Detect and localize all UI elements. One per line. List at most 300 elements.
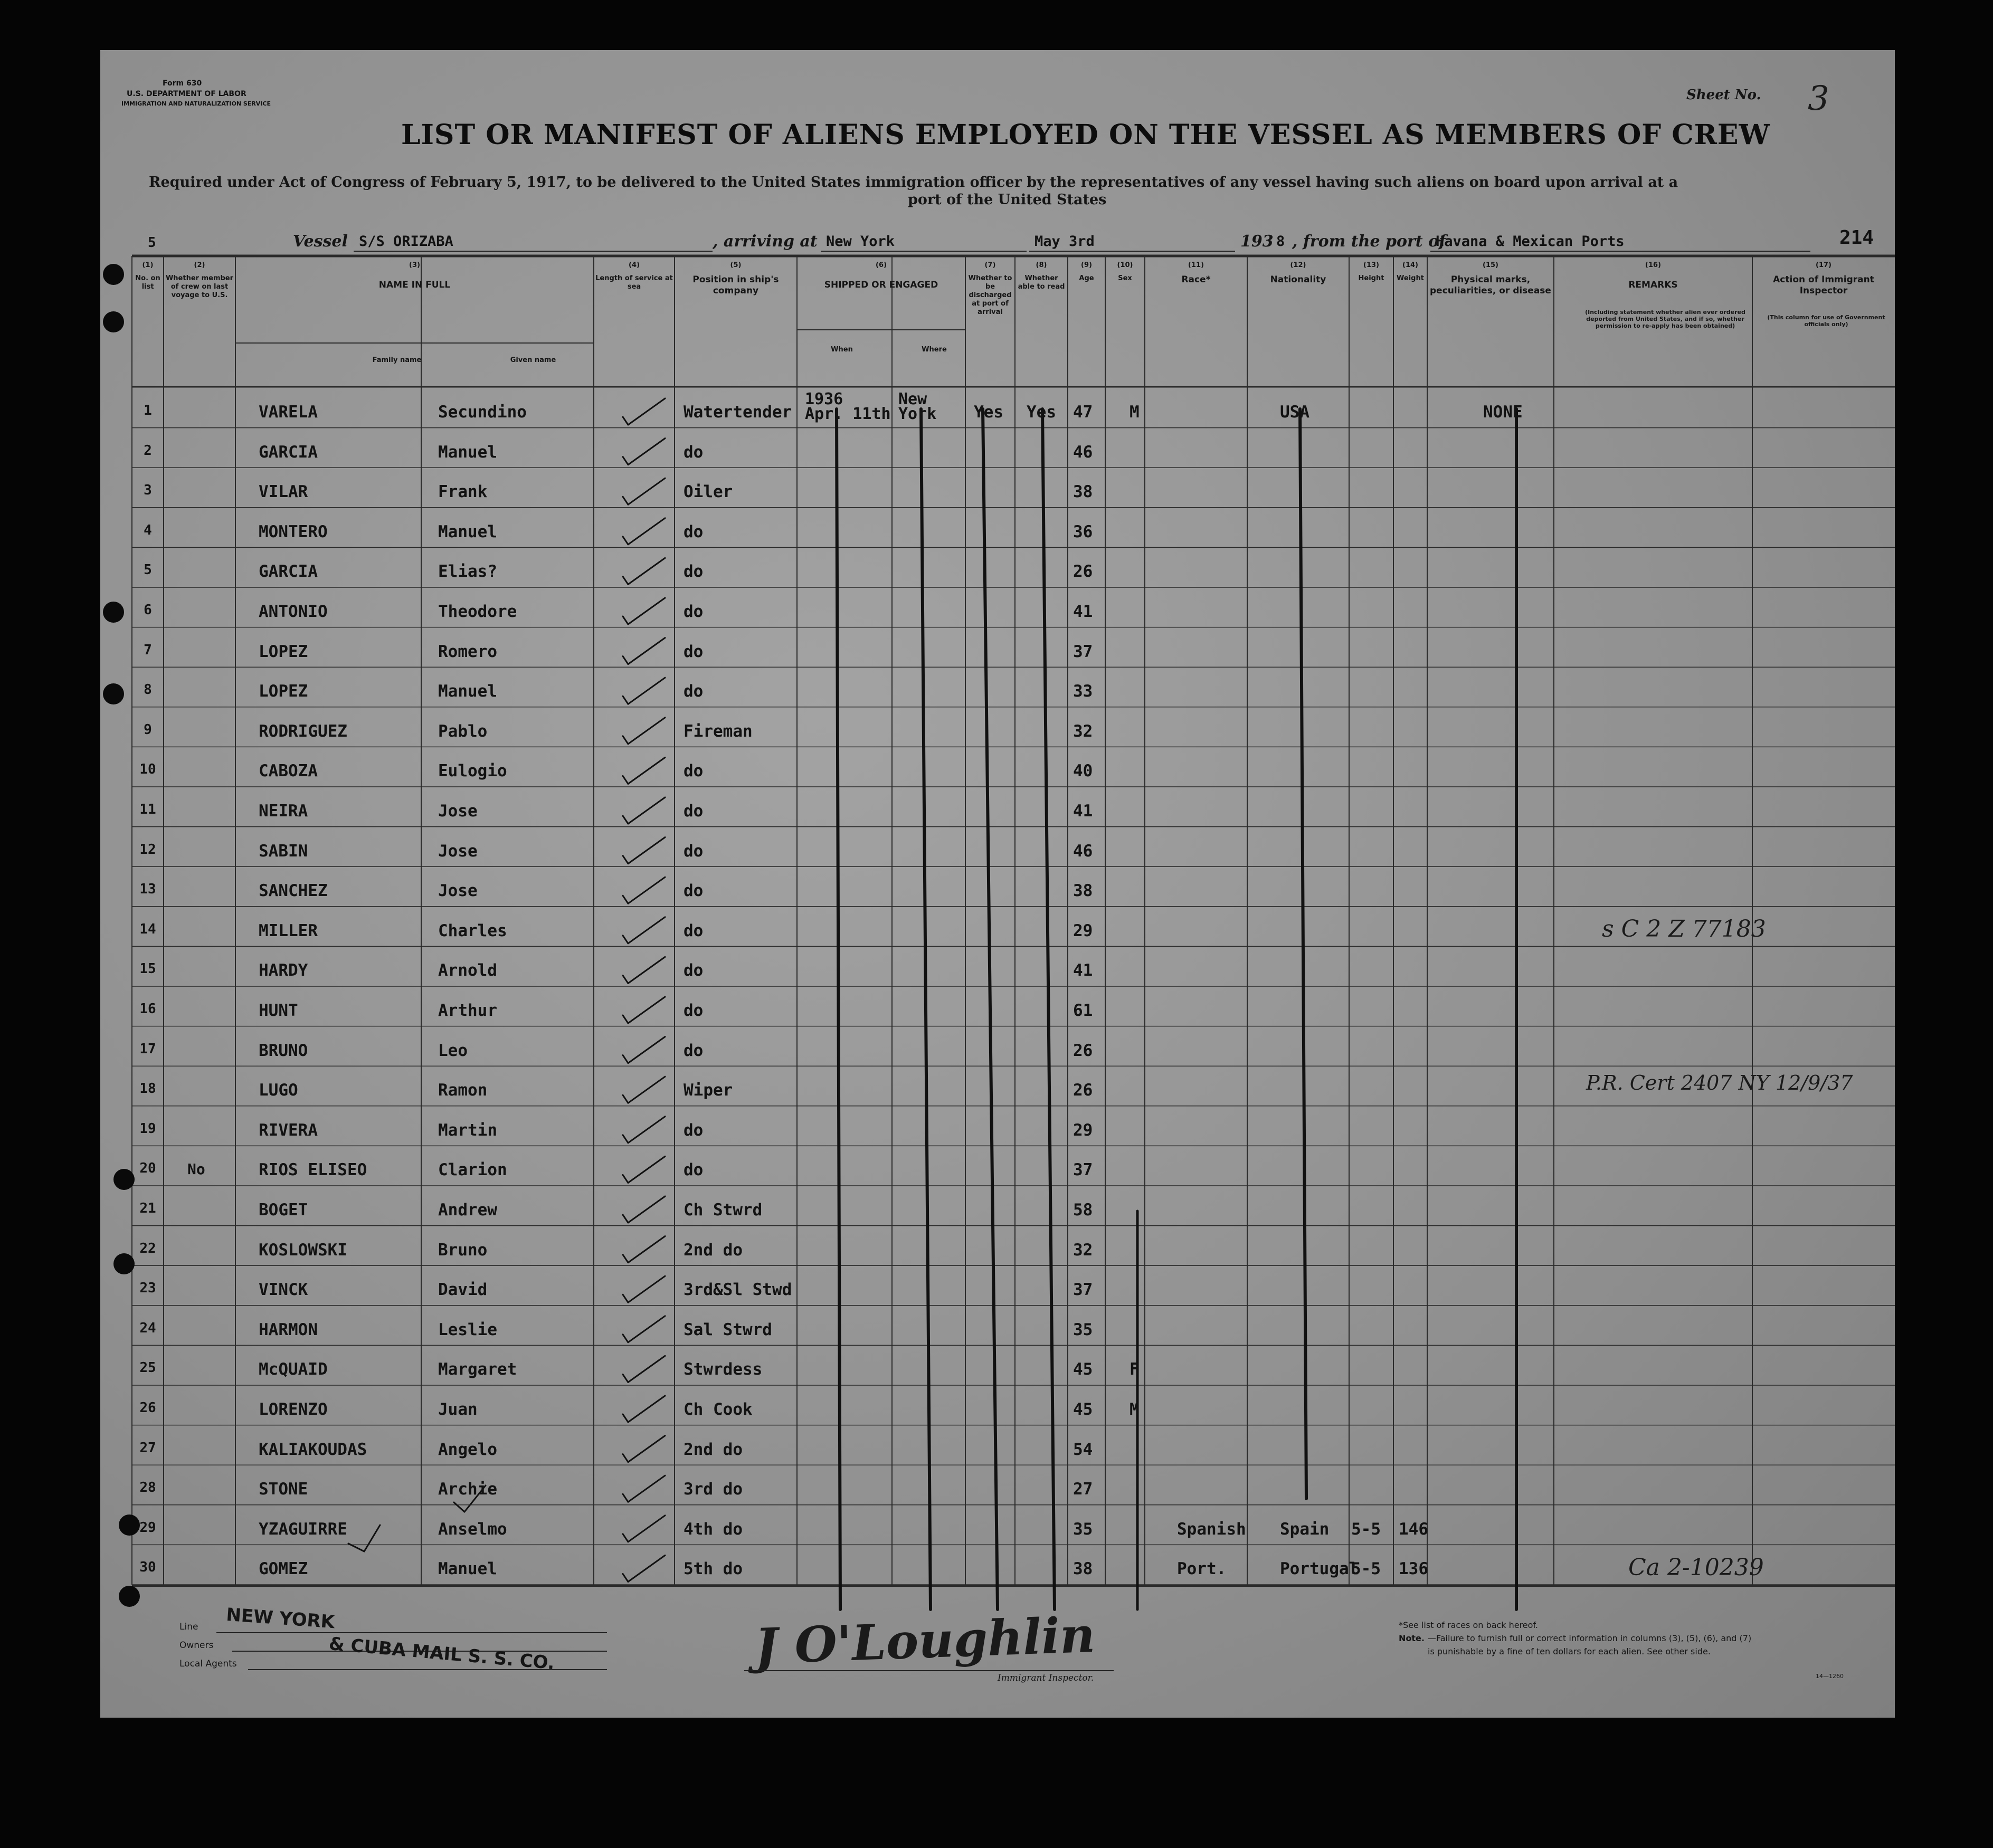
punch-hole [103, 683, 124, 704]
age: 46 [1073, 442, 1093, 462]
weight: 136 [1399, 1559, 1428, 1579]
given-name: Bruno [438, 1240, 488, 1260]
vessel-name: S/S ORIZABA [359, 233, 453, 250]
position: do [684, 602, 704, 621]
action-note: (This column for use of Government officials only) [1767, 314, 1885, 328]
race: Spanish [1177, 1519, 1246, 1539]
family-name: CABOZA [259, 761, 318, 781]
check-mark [623, 1414, 628, 1422]
column-number: (4) [629, 261, 640, 269]
column-header: NAME IN FULL [378, 280, 451, 290]
column-number: (13) [1363, 261, 1379, 269]
row-number: 29 [139, 1519, 156, 1536]
age: 41 [1073, 602, 1093, 621]
column-header: Physical marks, peculiarities, or disease [1430, 274, 1551, 296]
age: 32 [1073, 721, 1093, 741]
ditto-line [1300, 409, 1306, 1499]
row-number: 2 [144, 442, 152, 459]
row-number: 15 [139, 961, 156, 977]
origin-port-underline [1430, 251, 1810, 252]
note-label: Note. [1399, 1633, 1425, 1643]
check-mark [454, 1502, 464, 1512]
age: 37 [1073, 1280, 1093, 1300]
position: 3rd do [684, 1480, 743, 1499]
row-number: 11 [139, 802, 156, 817]
check-mark [628, 1196, 665, 1223]
arriving-label: , arriving at [713, 232, 818, 251]
column-header: Height [1358, 274, 1384, 282]
given-name: Charles [438, 921, 507, 940]
check-mark [623, 936, 628, 944]
given-name: Manuel [438, 682, 497, 701]
print-code: 14—1260 [1816, 1673, 1844, 1680]
column-number: (17) [1816, 261, 1831, 269]
check-mark [628, 837, 665, 864]
given-name: Clarion [438, 1160, 507, 1180]
check-mark [628, 1037, 665, 1063]
check-mark [628, 1356, 665, 1382]
family-name: MILLER [259, 921, 318, 940]
position: 2nd do [684, 1240, 743, 1260]
position: do [684, 1160, 704, 1180]
form-number: Form 630 [163, 79, 202, 88]
check-mark [628, 439, 665, 465]
given-name: Leslie [438, 1320, 497, 1339]
nationality: Portugal [1280, 1559, 1359, 1579]
column-header: Position in ship's company [692, 274, 779, 296]
family-name: KOSLOWSKI [259, 1240, 347, 1260]
family-name: NEIRA [259, 802, 308, 821]
check-mark [623, 576, 628, 584]
column-header: Action of Immigrant Inspector [1773, 274, 1874, 296]
row-number: 12 [139, 841, 156, 858]
age: 46 [1073, 841, 1093, 861]
row-number: 28 [139, 1480, 156, 1496]
shipped-when-year: 1936 [805, 390, 843, 408]
check-mark [628, 1475, 665, 1502]
row-number: 26 [139, 1400, 156, 1416]
position: Ch Cook [684, 1400, 753, 1419]
family-name: LOPEZ [259, 682, 308, 701]
position: do [684, 802, 704, 821]
family-name: GARCIA [259, 562, 318, 582]
age: 41 [1073, 961, 1093, 980]
position: Watertender [684, 403, 792, 422]
height: 5-5 [1351, 1559, 1381, 1579]
check-mark [623, 656, 628, 664]
family-name: SANCHEZ [259, 881, 328, 901]
column-header: REMARKS [1628, 280, 1678, 290]
family-name: KALIAKOUDAS [259, 1440, 367, 1459]
left-stamp: 5 [148, 235, 156, 251]
position: do [684, 961, 704, 980]
column-number: (2) [194, 261, 205, 269]
family-name: ANTONIO [259, 602, 328, 621]
race: Port. [1177, 1559, 1227, 1579]
local-agents-label: Local Agents [179, 1659, 237, 1669]
line-label: Line [179, 1622, 198, 1632]
position: 4th do [684, 1519, 743, 1539]
shipped-when-date: Apr. 11th [805, 405, 891, 423]
remarks-note: (Including statement whether alien ever ordered deported from United States, and if so, whether permission to re-apply has been obtained) [1585, 309, 1745, 329]
check-mark [623, 1574, 628, 1582]
service-label: IMMIGRATION AND NATURALIZATION SERVICE [121, 100, 271, 107]
age: 38 [1073, 1559, 1093, 1579]
position: do [684, 761, 704, 781]
position: do [684, 1041, 704, 1060]
column-number: (9) [1081, 261, 1092, 269]
age: 41 [1073, 802, 1093, 821]
row-number: 10 [139, 761, 156, 778]
given-name: Archie [438, 1480, 497, 1499]
manifest-sheet [100, 50, 1895, 1718]
age: 45 [1073, 1360, 1093, 1379]
check-mark [628, 478, 665, 504]
row-number: 23 [139, 1280, 156, 1297]
family-name: GOMEZ [259, 1559, 308, 1579]
age: 40 [1073, 761, 1093, 781]
arrival-port-underline [821, 251, 1027, 252]
family-name: LOPEZ [259, 642, 308, 661]
line-stamp-1: NEW YORK [225, 1604, 336, 1633]
age: 32 [1073, 1240, 1093, 1260]
arrival-port: New York [826, 233, 895, 250]
remark-annotation-row18: P.R. Cert 2407 NY 12/9/37 [1586, 1071, 1853, 1094]
row-number: 9 [144, 721, 152, 738]
check-mark [628, 1555, 665, 1582]
column-number: (16) [1645, 261, 1661, 269]
position: Oiler [684, 482, 733, 502]
sheet-number-label: Sheet No. [1686, 87, 1761, 103]
row-number: 22 [139, 1240, 156, 1256]
year-digit: 8 [1276, 233, 1285, 250]
family-name: MONTERO [259, 522, 328, 541]
given-name: Angelo [438, 1440, 497, 1459]
check-mark [623, 616, 628, 624]
given-name: Manuel [438, 522, 497, 541]
check-mark [628, 1077, 665, 1103]
able-to-read: Yes [1027, 403, 1056, 422]
family-name: RIOS ELISEO [259, 1160, 367, 1180]
given-name: Frank [438, 482, 488, 502]
when-header: When [831, 346, 853, 354]
column-number: (11) [1188, 261, 1204, 269]
column-header: Whether member of crew on last voyage to U.S. [165, 274, 234, 299]
age: 38 [1073, 482, 1093, 502]
ditto-line [1042, 409, 1055, 1609]
family-name: YZAGUIRRE [259, 1519, 347, 1539]
age: 54 [1073, 1440, 1093, 1459]
check-mark [628, 398, 665, 425]
check-mark [623, 1175, 628, 1183]
races-note: *See list of races on back hereof. [1399, 1620, 1538, 1630]
document-title: LIST OR MANIFEST OF ALIENS EMPLOYED ON THE VESSEL AS MEMBERS OF CREW [401, 119, 1770, 151]
family-name: LORENZO [259, 1400, 328, 1419]
punch-hole [119, 1514, 140, 1536]
given-name-header: Given name [510, 356, 556, 364]
check-mark [628, 1236, 665, 1263]
discharged: Yes [974, 403, 1003, 422]
note-text-line1: —Failure to furnish full or correct information in columns (3), (5), (6), and (7) [1428, 1633, 1752, 1643]
remark-annotation-row14: s C 2 Z 77183 [1602, 916, 1766, 942]
check-mark [628, 797, 665, 824]
position: Wiper [684, 1081, 733, 1100]
check-mark [628, 638, 665, 664]
column-number: (10) [1117, 261, 1133, 269]
check-mark [628, 1276, 665, 1302]
given-name: Secundino [438, 403, 527, 422]
age: 58 [1073, 1201, 1093, 1220]
check-mark [623, 1095, 628, 1103]
given-name: Anselmo [438, 1519, 507, 1539]
column-header: Nationality [1270, 274, 1326, 285]
family-name: RODRIGUEZ [259, 721, 347, 741]
check-mark [623, 1534, 628, 1542]
row-number: 14 [139, 921, 156, 937]
column-header: Sex [1118, 274, 1132, 282]
given-name: Manuel [438, 442, 497, 462]
age: 45 [1073, 1400, 1093, 1419]
check-mark [623, 537, 628, 545]
family-name: SABIN [259, 841, 308, 861]
line-stamp-2: & CUBA MAIL S. S. CO. [328, 1633, 556, 1674]
column-header: Whether to be discharged at port of arrival [968, 274, 1012, 316]
age: 27 [1073, 1480, 1093, 1499]
vessel-underline [354, 251, 713, 252]
row-number: 27 [139, 1440, 156, 1456]
check-mark [623, 1135, 628, 1143]
row-number: 24 [139, 1320, 156, 1336]
origin-port: Havana & Mexican Ports [1436, 233, 1625, 250]
remark-annotation-row30: Ca 2-10239 [1628, 1554, 1764, 1581]
document-subtitle-line1: Required under Act of Congress of February 5, 1917, to be delivered to the United States immigration officer by the representatives of any vessel having such aliens on board upon arrival at a [149, 174, 1678, 190]
check-mark [628, 518, 665, 545]
check-mark [623, 497, 628, 504]
family-name: GARCIA [259, 442, 318, 462]
position: do [684, 921, 704, 940]
check-mark [628, 678, 665, 704]
check-mark [628, 877, 665, 903]
nationality: Spain [1280, 1519, 1330, 1539]
check-mark [623, 1294, 628, 1302]
column-number: (8) [1036, 261, 1047, 269]
check-mark [623, 736, 628, 744]
column-number: (1) [142, 261, 154, 269]
check-mark [628, 757, 665, 784]
age: 38 [1073, 881, 1093, 901]
age: 29 [1073, 921, 1093, 940]
age: 29 [1073, 1120, 1093, 1140]
column-header: Age [1079, 274, 1094, 282]
department-label: U.S. DEPARTMENT OF LABOR [127, 90, 246, 98]
check-mark [628, 1316, 665, 1342]
row-number: 16 [139, 1001, 156, 1017]
inspector-signature: J O'Loughlin [754, 1606, 1096, 1675]
given-name: Jose [438, 881, 478, 901]
row-number: 20 [139, 1160, 156, 1177]
age: 26 [1073, 1041, 1093, 1060]
previous-voyage: No [187, 1160, 205, 1178]
row-number: 6 [144, 602, 152, 618]
height: 5-5 [1351, 1519, 1381, 1539]
given-name: Andrew [438, 1201, 497, 1220]
check-mark [623, 417, 628, 425]
check-mark [623, 776, 628, 784]
row-number: 4 [144, 522, 152, 538]
check-mark [623, 1494, 628, 1502]
age: 33 [1073, 682, 1093, 701]
note-text-line2: is punishable by a fine of ten dollars for each alien. See other side. [1428, 1646, 1711, 1656]
check-mark [623, 1015, 628, 1023]
position: Sal Stwrd [684, 1320, 772, 1339]
check-mark [628, 1436, 665, 1462]
check-mark [628, 997, 665, 1023]
position: do [684, 881, 704, 901]
column-header: No. on list [135, 274, 160, 291]
family-name: LUGO [259, 1081, 298, 1100]
year-prefix: 193 [1240, 232, 1274, 251]
given-name: Eulogio [438, 761, 507, 781]
where-header: Where [922, 346, 947, 354]
page-stamp: 214 [1839, 227, 1874, 249]
check-mark [364, 1525, 380, 1551]
row-number: 18 [139, 1081, 156, 1097]
sex: M [1130, 403, 1140, 422]
column-header: Whether able to read [1018, 274, 1065, 291]
row-number: 17 [139, 1041, 156, 1057]
family-name: VILAR [259, 482, 308, 502]
check-mark [628, 1396, 665, 1422]
column-number: (14) [1402, 261, 1418, 269]
given-name: Romero [438, 642, 497, 661]
family-name: BRUNO [259, 1041, 308, 1060]
punch-hole [119, 1586, 140, 1607]
check-mark [628, 917, 665, 944]
weight: 146 [1399, 1519, 1428, 1539]
position: 3rd&Sl Stwd [684, 1280, 792, 1300]
row-number: 3 [144, 482, 152, 499]
age: 37 [1073, 1160, 1093, 1180]
document-subtitle-line2: port of the United States [908, 192, 1107, 208]
column-header: SHIPPED OR ENGAGED [824, 280, 938, 290]
physical-marks: NONE [1483, 403, 1523, 422]
given-name: Margaret [438, 1360, 517, 1379]
check-mark [628, 718, 665, 744]
position: do [684, 442, 704, 462]
row-number: 1 [144, 403, 152, 418]
check-mark [623, 1255, 628, 1263]
shipped-where-line2: York [898, 405, 937, 423]
shipped-where-line1: New [898, 390, 927, 408]
row-number: 8 [144, 682, 152, 698]
position: do [684, 522, 704, 541]
sex: F [1130, 1360, 1140, 1379]
age: 35 [1073, 1320, 1093, 1339]
family-name: BOGET [259, 1201, 308, 1220]
family-name: VARELA [259, 403, 318, 422]
position: Stwrdess [684, 1360, 763, 1379]
column-header: Race* [1181, 274, 1211, 285]
row-number: 25 [139, 1360, 156, 1376]
row-number: 13 [139, 881, 156, 898]
position: Ch Stwrd [684, 1201, 763, 1220]
punch-hole [113, 1169, 135, 1190]
check-mark [623, 1335, 628, 1342]
arrival-date: May 3rd [1035, 233, 1095, 250]
given-name: Arthur [438, 1001, 497, 1020]
given-name: Jose [438, 802, 478, 821]
row-number: 5 [144, 562, 152, 578]
column-number: (12) [1290, 261, 1306, 269]
column-header: Weight [1397, 274, 1424, 282]
sex: M [1130, 1400, 1140, 1419]
given-name: David [438, 1280, 488, 1300]
position: do [684, 1120, 704, 1140]
given-name: Juan [438, 1400, 478, 1419]
family-name-header: Family name [372, 356, 422, 364]
ditto-line [983, 409, 998, 1609]
ditto-line [837, 409, 840, 1609]
given-name: Elias? [438, 562, 497, 582]
position: 2nd do [684, 1440, 743, 1459]
family-name: HARDY [259, 961, 308, 980]
position: 5th do [684, 1559, 743, 1579]
from-port-label: , from the port of [1292, 232, 1446, 251]
column-header: Length of service at sea [595, 274, 673, 291]
position: do [684, 1001, 704, 1020]
check-mark [628, 598, 665, 624]
row-number: 21 [139, 1201, 156, 1216]
family-name: HUNT [259, 1001, 298, 1020]
position: do [684, 682, 704, 701]
punch-hole [103, 264, 124, 285]
check-mark [623, 457, 628, 465]
row-number: 7 [144, 642, 152, 658]
given-name: Theodore [438, 602, 517, 621]
age: 47 [1073, 403, 1093, 422]
check-mark [623, 816, 628, 824]
family-name: STONE [259, 1480, 308, 1499]
check-mark [623, 975, 628, 983]
age: 37 [1073, 642, 1093, 661]
column-number: (7) [984, 261, 996, 269]
nationality: USA [1280, 403, 1309, 422]
position: do [684, 562, 704, 582]
check-mark [623, 696, 628, 704]
age: 61 [1073, 1001, 1093, 1020]
given-name: Jose [438, 841, 478, 861]
inspector-label: Immigrant Inspector. [998, 1673, 1094, 1683]
position: do [684, 841, 704, 861]
family-name: HARMON [259, 1320, 318, 1339]
check-mark [628, 558, 665, 584]
family-name: RIVERA [259, 1120, 318, 1140]
age: 36 [1073, 522, 1093, 541]
family-name: VINCK [259, 1280, 308, 1300]
check-mark [628, 1117, 665, 1143]
check-mark [628, 957, 665, 983]
check-mark [623, 1055, 628, 1063]
column-number: (15) [1483, 261, 1498, 269]
check-mark [623, 1374, 628, 1382]
check-mark [623, 1454, 628, 1462]
age: 35 [1073, 1519, 1093, 1539]
sheet-number-value: 3 [1808, 79, 1829, 118]
check-mark [623, 896, 628, 903]
punch-hole [113, 1253, 135, 1274]
owners-label: Owners [179, 1640, 214, 1651]
check-mark [623, 1215, 628, 1223]
